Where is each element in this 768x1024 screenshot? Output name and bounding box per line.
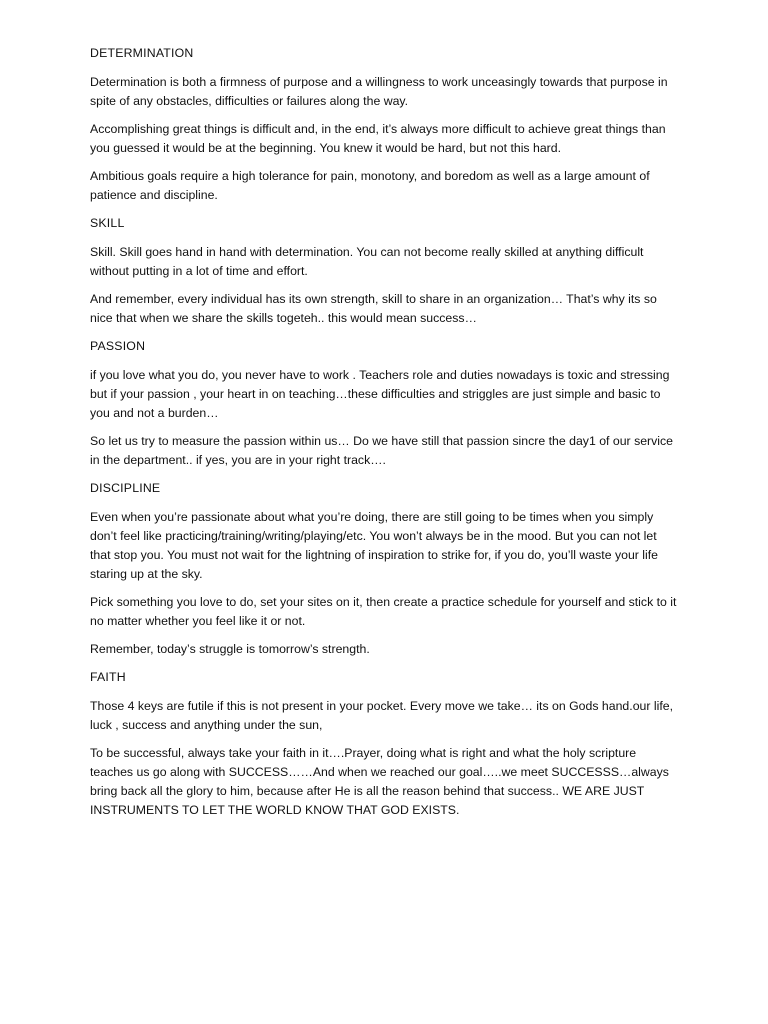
paragraph: So let us try to measure the passion within us… Do we have still that passion sincre the day1 of our service in the department.. if yes, you are in your right track…. [90, 434, 674, 467]
section-heading: DETERMINATION [90, 46, 194, 60]
section-faith [90, 668, 680, 820]
paragraph: Those 4 keys are futile if this is not present in your pocket. Every move we take… its on Gods hand.our life, luck , success and anything under the sun, [90, 699, 674, 732]
paragraph: Even when you’re passionate about what you’re doing, there are still going to be times when you simply don’t feel like practicing/training/writing/playing/etc. You won’t always be in the mood. But you can not let that stop you. You must not wait for the lightning of inspiration to strike for, if you do, you’ll waste your life staring up at the sky. [90, 510, 659, 581]
paragraph: To be successful, always take your faith in it….Prayer, doing what is right and what the holy scripture teaches us go along with SUCCESS……And when we reached our goal…..we meet SUCCESSS…always bring back all the glory to him, because after He is all the reason behind that success.. WE ARE JUST INSTRUMENTS TO LET THE WORLD KNOW THAT GOD EXISTS. [90, 746, 669, 817]
paragraph: if you love what you do, you never have to work . Teachers role and duties nowadays is toxic and stressing but if your passion , your heart in on teaching…these difficulties and striggles are just simple and basic to you and not a burden… [90, 368, 670, 420]
paragraph: And remember, every individual has its own strength, skill to share in an organization… That’s why its so nice that when we share the skills togeteh.. this would mean success… [90, 292, 657, 325]
paragraph: Remember, today’s struggle is tomorrow’s strength. [90, 642, 370, 656]
section-determination [90, 44, 680, 205]
paragraph: Determination is both a firmness of purpose and a willingness to work unceasingly towards that purpose in spite of any obstacles, difficulties or failures along the way. [90, 75, 668, 108]
section-discipline [90, 479, 680, 659]
paragraph: Ambitious goals require a high tolerance for pain, monotony, and boredom as well as a large amount of patience and discipline. [90, 169, 650, 202]
section-heading: DISCIPLINE [90, 481, 161, 495]
section-heading: SKILL [90, 216, 125, 230]
section-heading: PASSION [90, 339, 146, 353]
section-passion [90, 337, 680, 470]
paragraph: Accomplishing great things is difficult and, in the end, it’s always more difficult to achieve great things than you guessed it would be at the beginning. You knew it would be hard, but not this hard. [90, 122, 666, 155]
paragraph: Skill. Skill goes hand in hand with determination. You can not become really skilled at anything difficult without putting in a lot of time and effort. [90, 245, 644, 278]
paragraph: Pick something you love to do, set your sites on it, then create a practice schedule for yourself and stick to it no matter whether you feel like it or not. [90, 595, 677, 628]
section-skill [90, 214, 680, 328]
section-heading: FAITH [90, 670, 126, 684]
